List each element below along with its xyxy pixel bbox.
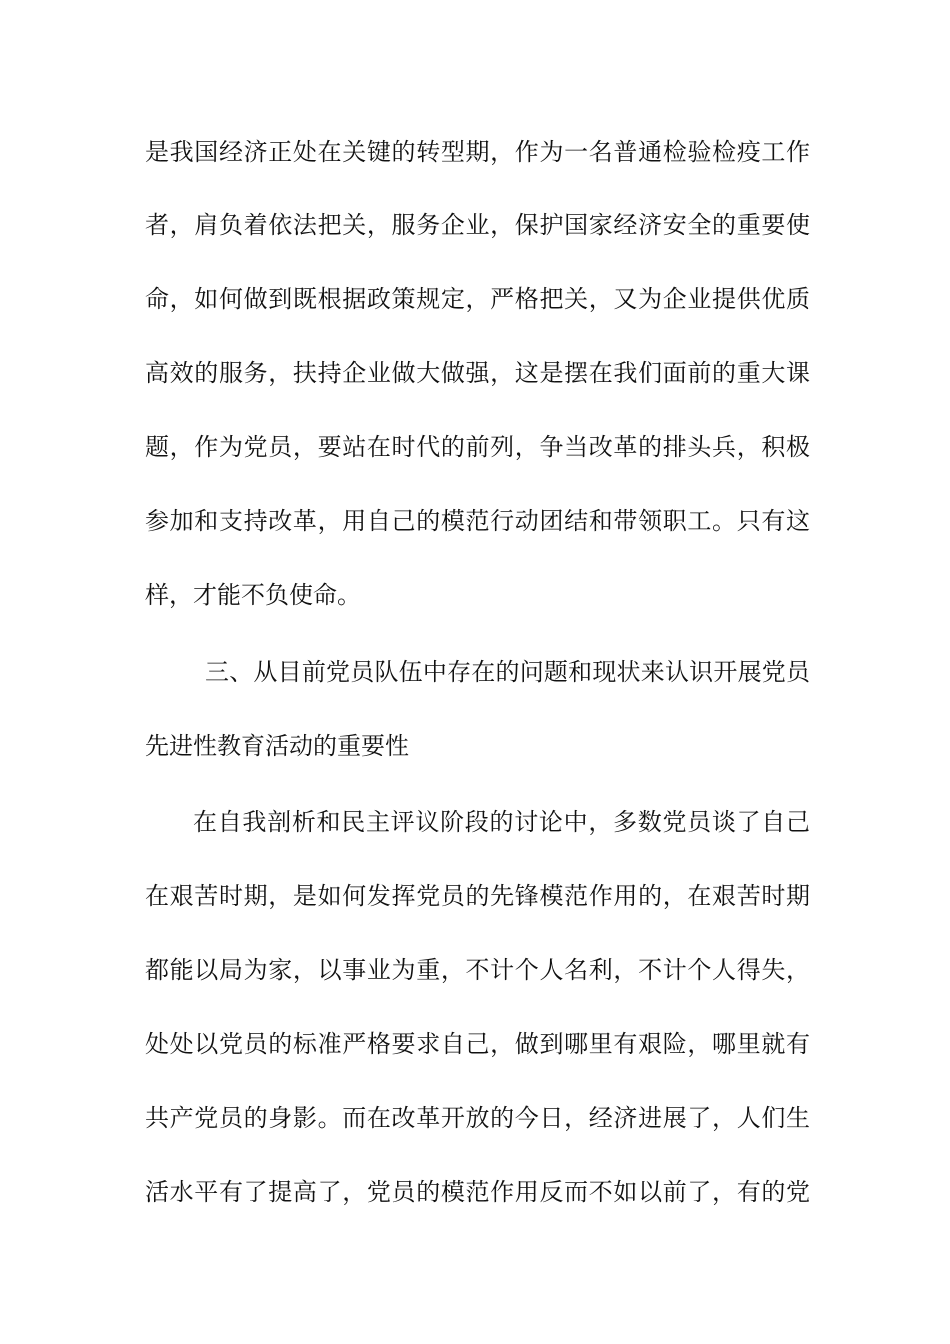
text-line: 样，才能不负使命。 — [145, 581, 361, 609]
text-line: 共产党员的身影。而在改革开放的今日，经济进展了，人们生 — [145, 1104, 810, 1132]
section-heading: 三、从目前党员队伍中存在的问题和现状来认识开展党员 — [205, 658, 810, 686]
section-heading-continued: 先进性教育活动的重要性 — [145, 732, 409, 760]
text-line: 都能以局为家，以事业为重，不计个人名利，不计个人得失， — [145, 956, 810, 984]
text-line: 活水平有了提高了，党员的模范作用反而不如以前了，有的党 — [145, 1178, 810, 1206]
text-line: 是我国经济正处在关键的转型期，作为一名普通检验检疫工作 — [145, 138, 810, 166]
paragraph-first-line: 在自我剖析和民主评议阶段的讨论中，多数党员谈了自己 — [193, 808, 810, 836]
text-line: 参加和支持改革，用自己的模范行动团结和带领职工。只有这 — [145, 507, 810, 535]
text-line: 处处以党员的标准严格要求自己，做到哪里有艰险，哪里就有 — [145, 1030, 810, 1058]
text-line: 者，肩负着依法把关，服务企业，保护国家经济安全的重要使 — [145, 211, 810, 239]
text-line: 高效的服务，扶持企业做大做强，这是摆在我们面前的重大课 — [145, 359, 810, 387]
text-line: 命，如何做到既根据政策规定，严格把关，又为企业提供优质 — [145, 285, 810, 313]
text-line: 题，作为党员，要站在时代的前列，争当改革的排头兵，积极 — [145, 433, 810, 461]
text-line: 在艰苦时期，是如何发挥党员的先锋模范作用的，在艰苦时期 — [145, 882, 810, 910]
